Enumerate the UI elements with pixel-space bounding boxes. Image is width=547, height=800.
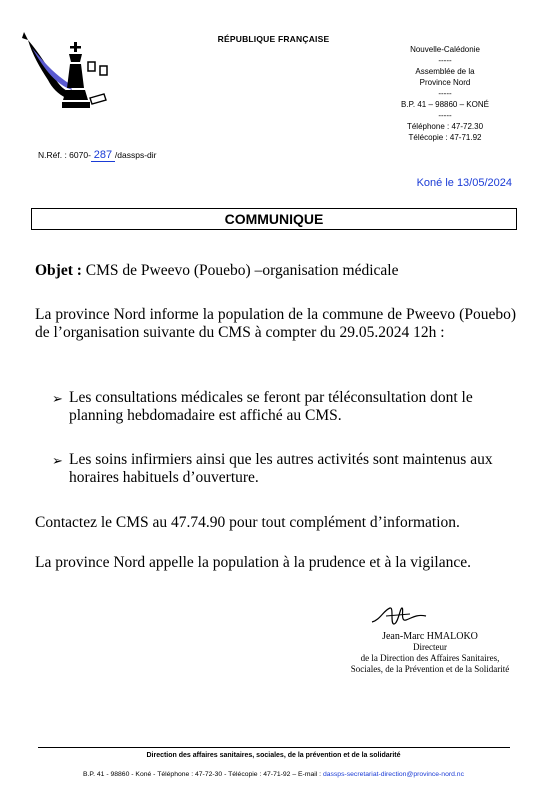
footer-title: Direction des affaires sanitaires, sociales, de la prévention et de la solidarité: [146, 752, 401, 759]
signatory-role: Directeur: [413, 642, 447, 652]
header-line: -----: [438, 56, 452, 65]
contact-paragraph: Contactez le CMS au 47.74.90 pour tout complément d’information.: [35, 514, 460, 531]
bullet-text: Les soins infirmiers ainsi que les autres activités sont maintenus aux horaires habituels d’ouverture.: [69, 451, 493, 486]
header-line: Télécopie : 47-71.92: [408, 133, 482, 142]
header-line: Province Nord: [419, 78, 471, 87]
appeal-paragraph: La province Nord appelle la population à la prudence et à la vigilance.: [35, 554, 471, 571]
page-title: COMMUNIQUE: [224, 211, 324, 227]
footer-address: B.P. 41 - 98860 - Koné - Téléphone : 47-72-30 - Télécopie : 47-71-92 – E-mail :: [83, 771, 323, 778]
objet-label: Objet :: [35, 262, 82, 279]
objet-text: CMS de Pweevo (Pouebo) –organisation médicale: [85, 262, 399, 279]
footer-email-link[interactable]: dassps-secretariat-direction@province-nord.nc: [322, 771, 464, 778]
dateline: Koné le 13/05/2024: [416, 177, 512, 189]
bullet-item: [52, 451, 517, 487]
reference-number-value: 287: [91, 150, 115, 162]
header-line: -----: [438, 89, 452, 98]
signatory-line: de la Direction des Affaires Sanitaires,: [360, 653, 500, 663]
bullet-text: Les consultations médicales se feront par téléconsultation dont le planning hebdomadaire est affiché au CMS.: [69, 389, 473, 424]
bullet-item: [52, 389, 517, 425]
intro-paragraph: La province Nord informe la population de la commune de Pweevo (Pouebo) de l’organisation suivante du CMS à compter du 29.05.2024 12h :: [35, 306, 516, 341]
header-line: Téléphone : 47-72.30: [406, 122, 484, 131]
arrow-bullet-icon: ➢: [52, 453, 63, 468]
signatory-name: Jean-Marc HMALOKO: [382, 631, 478, 642]
objet-line: [35, 262, 398, 280]
header-line: B.P. 41 – 98860 – KONÉ: [401, 100, 489, 109]
reference-prefix: N.Réf. : 6070-: [38, 150, 91, 160]
header-line: Assemblée de la: [415, 67, 475, 76]
title-box: [31, 208, 517, 230]
footer-contact: [0, 771, 547, 778]
signature-block: [340, 631, 520, 675]
reference-number: [38, 150, 157, 162]
header-line: -----: [438, 111, 452, 120]
header-line: Nouvelle-Calédonie: [410, 45, 480, 54]
reference-suffix: /dassps-dir: [114, 150, 157, 160]
republique-francaise: RÉPUBLIQUE FRANÇAISE: [217, 34, 330, 44]
handwritten-signature: [370, 602, 430, 630]
footer-divider: [38, 747, 510, 748]
arrow-bullet-icon: ➢: [52, 391, 63, 406]
header-address-block: [385, 44, 505, 143]
signatory-line: Sociales, de la Prévention et de la Solidarité: [350, 664, 510, 674]
